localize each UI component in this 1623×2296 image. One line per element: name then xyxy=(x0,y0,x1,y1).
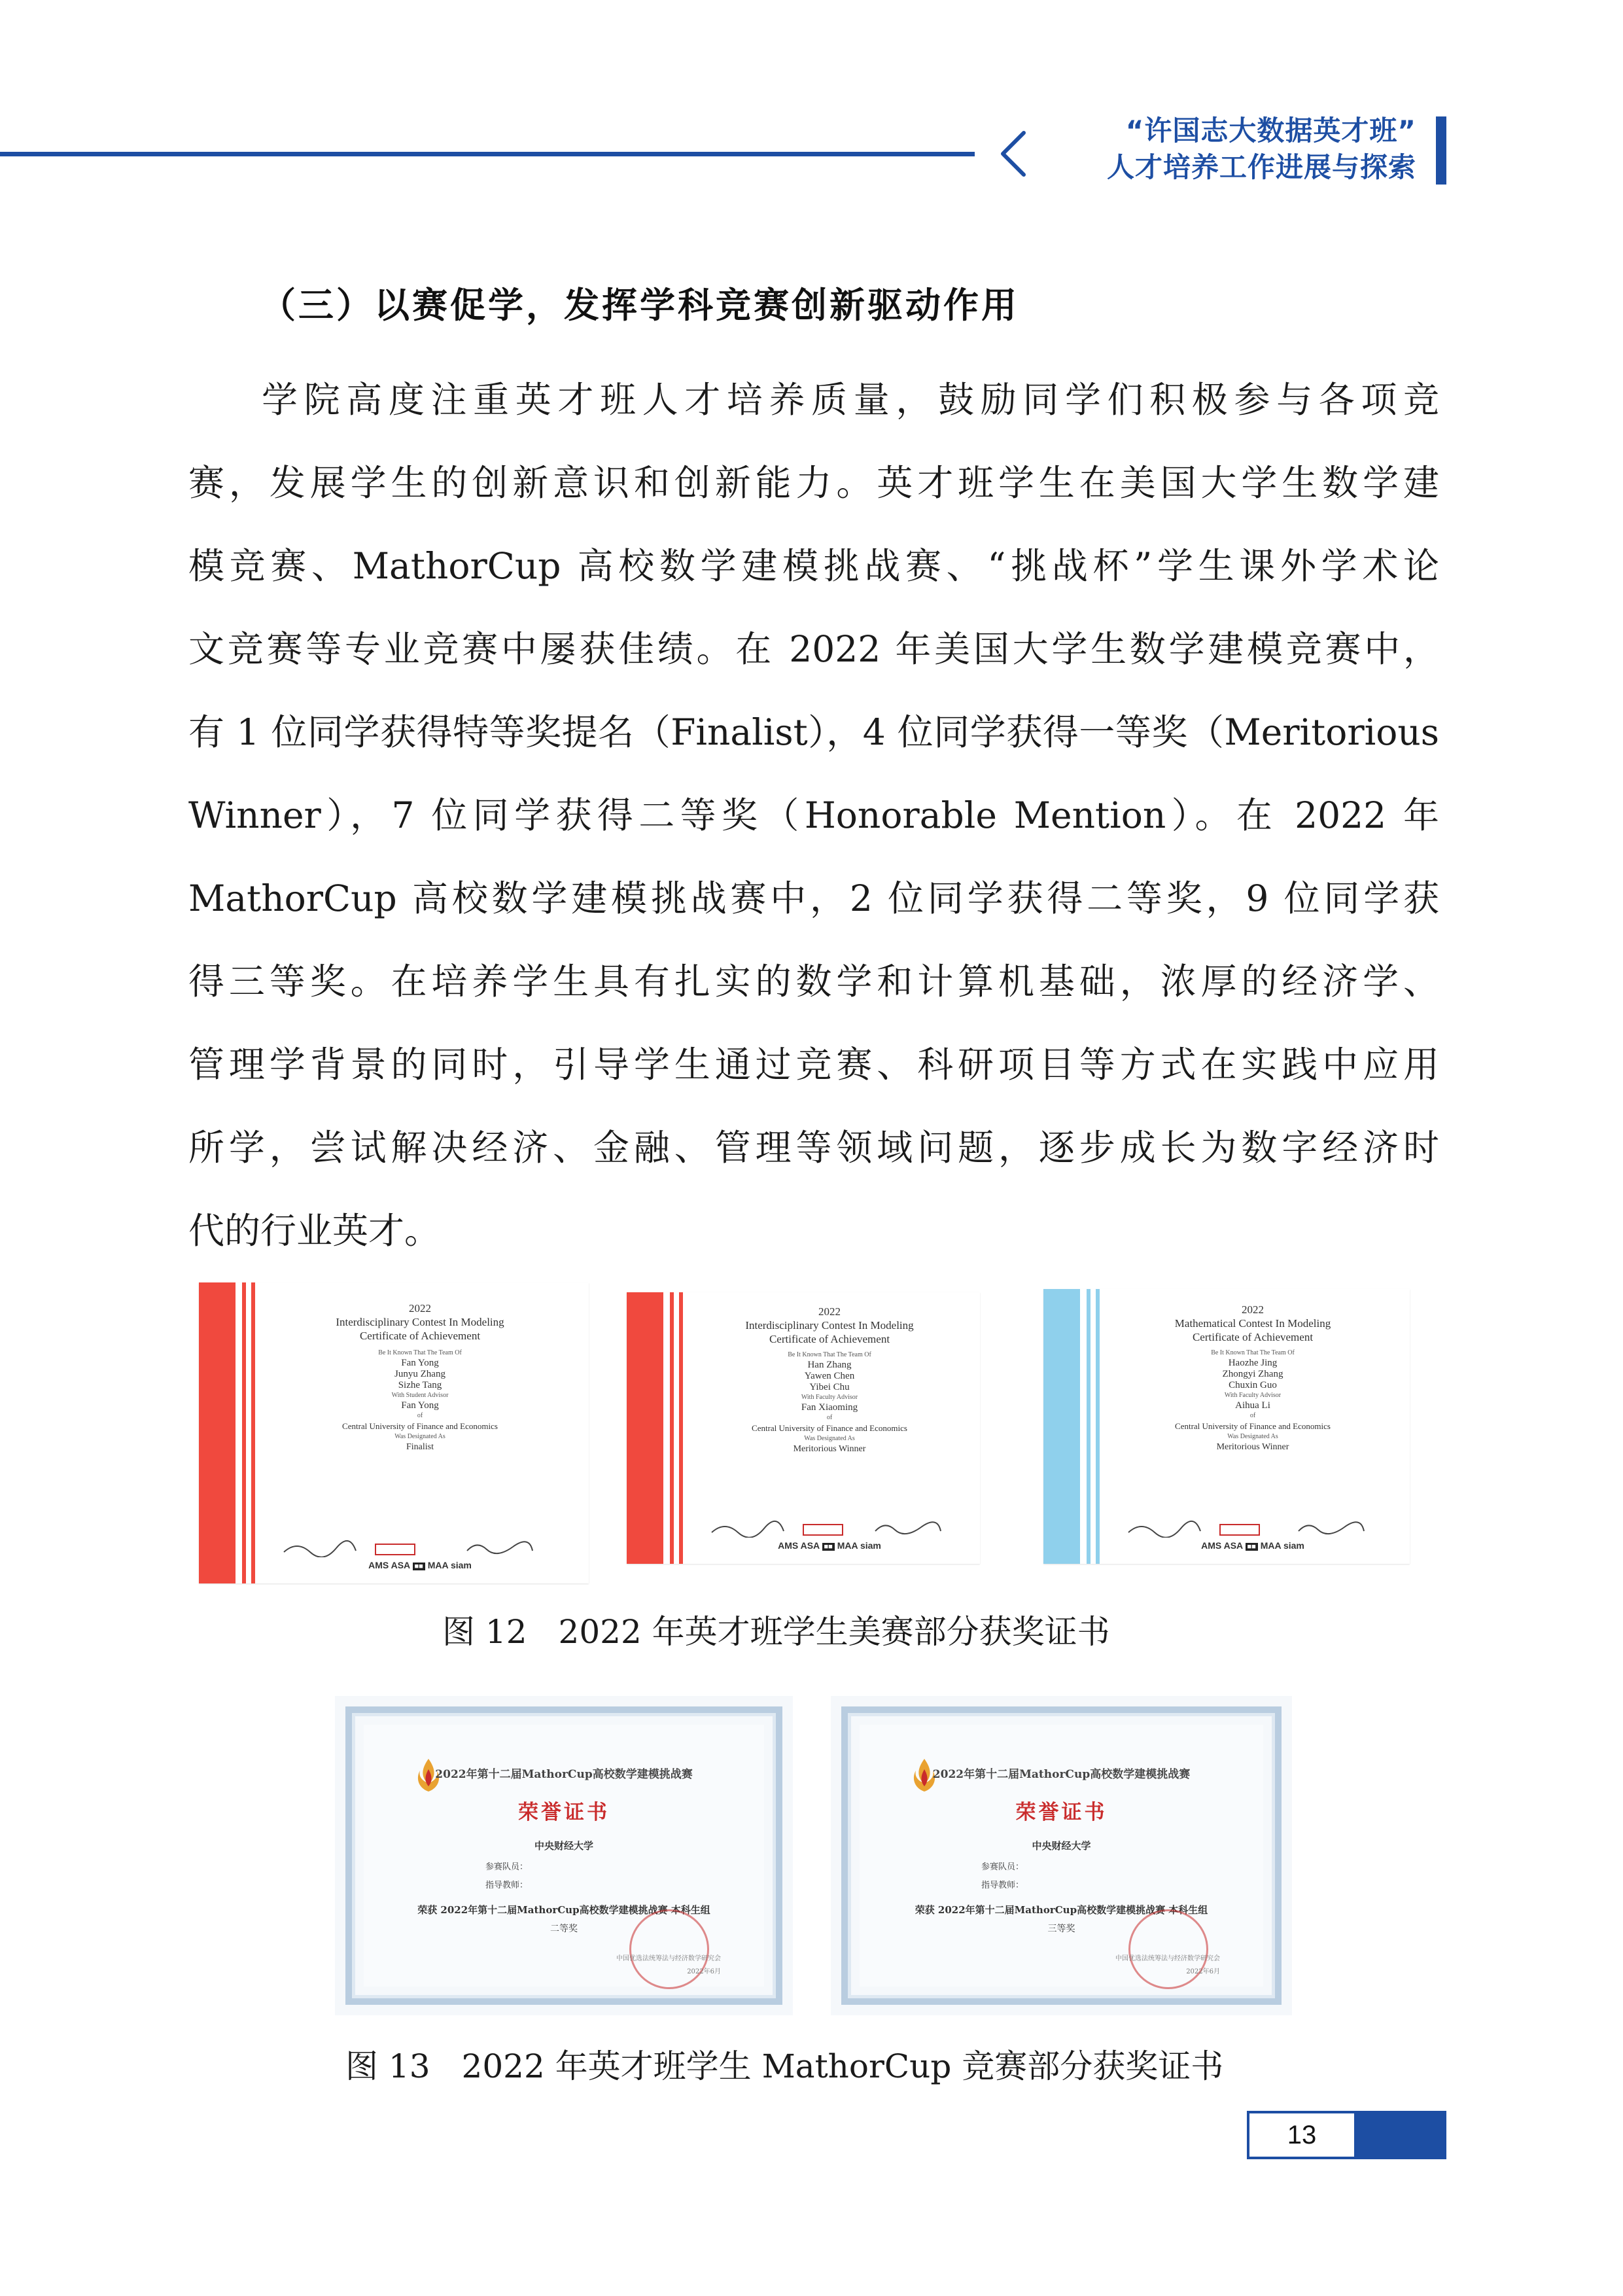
cert-member: Yibei Chu xyxy=(809,1382,850,1392)
cert-university: Central University of Finance and Economics xyxy=(1175,1421,1331,1431)
stripe xyxy=(670,1292,674,1564)
cert-year: 2022 xyxy=(1242,1303,1264,1316)
certificate-finalist xyxy=(199,1282,589,1583)
certificate-stripes xyxy=(1043,1289,1106,1564)
paragraph-line: 代的行业英才。 xyxy=(188,1210,441,1252)
paragraph-line: 学院高度注重英才班人才培养质量，鼓励同学们积极参与各项竞 xyxy=(262,379,1439,421)
red-seal xyxy=(1128,1909,1208,1989)
honor-members: 参赛队员： xyxy=(485,1862,529,1872)
paragraph-line: 有 1 位同学获得特等奖提名（Finalist），4 位同学获得一等奖（Meritorious xyxy=(188,711,1439,753)
sponsor-text-2: MAA siam xyxy=(1260,1540,1304,1551)
paragraph-line: Winner），7 位同学获得二等奖（Honorable Mention）。在 2022 年 xyxy=(188,794,1439,836)
signatures xyxy=(277,1538,565,1557)
certificate-meritorious-2 xyxy=(1043,1289,1410,1564)
stripe xyxy=(1096,1289,1100,1564)
page-number-accent xyxy=(1357,2111,1446,2159)
caption-text: 2022 年英才班学生 MathorCup 竞赛部分获奖证书 xyxy=(461,2047,1224,2085)
cert-title: Certificate of Achievement xyxy=(1192,1331,1314,1343)
paragraph-line: 赛，发展学生的创新意识和创新能力。英才班学生在美国大学生数学建 xyxy=(188,462,1439,504)
cert-year: 2022 xyxy=(818,1305,841,1318)
header-accent-bar xyxy=(1436,116,1446,185)
signatures xyxy=(1122,1518,1390,1538)
certificate-stripes xyxy=(199,1282,262,1583)
header-rule xyxy=(0,152,975,156)
sponsor-text-2: MAA siam xyxy=(427,1560,472,1570)
running-header xyxy=(1050,113,1416,186)
honor-title: 2022年第十二届MathorCup高校数学建模挑战赛 xyxy=(435,1768,693,1781)
certificate-text xyxy=(692,1305,967,1455)
paragraph-line: 模竞赛、MathorCup 高校数学建模挑战赛、“挑战杯”学生课外学术论 xyxy=(188,545,1439,587)
cert-contest: Interdisciplinary Contest In Modeling xyxy=(336,1316,504,1328)
certificate-text xyxy=(264,1302,576,1453)
stripe xyxy=(199,1282,236,1583)
paragraph-line: 所学，尝试解决经济、金融、管理等领域问题，逐步成长为数字经济时 xyxy=(188,1127,1439,1169)
sponsor-text-2: MAA siam xyxy=(837,1540,881,1551)
honor-advisor: 指导教师： xyxy=(981,1881,1024,1890)
cert-member: Haozhe Jing xyxy=(1228,1358,1278,1368)
honor-organizer: 中国优选法统筹法与经济数学研究会 xyxy=(1115,1955,1220,1962)
sponsor-logos xyxy=(699,1540,960,1555)
cert-member: Zhongyi Zhang xyxy=(1222,1369,1283,1379)
paragraph-line: 管理学背景的同时，引导学生通过竞赛、科研项目等方式在实践中应用 xyxy=(188,1044,1439,1086)
stripe xyxy=(679,1292,683,1564)
cert-year: 2022 xyxy=(409,1302,431,1315)
honor-date: 2022年6月 xyxy=(687,1968,721,1975)
honor-rank: 三等奖 xyxy=(1047,1924,1075,1934)
stripe xyxy=(1043,1289,1080,1564)
cert-contest: Mathematical Contest In Modeling xyxy=(1174,1317,1331,1330)
honor-date: 2022年6月 xyxy=(1186,1968,1220,1975)
honor-organizer: 中国优选法统筹法与经济数学研究会 xyxy=(616,1955,721,1962)
cert-university: Central University of Finance and Economics xyxy=(752,1423,907,1433)
sponsor-badge: ■■ xyxy=(413,1563,425,1570)
cert-result: Finalist xyxy=(406,1442,434,1452)
paragraph-line: MathorCup 高校数学建模挑战赛中，2 位同学获得二等奖，9 位同学获 xyxy=(188,877,1439,919)
honor-advisor: 指导教师： xyxy=(485,1881,529,1890)
body-paragraph xyxy=(188,359,1439,1273)
honor-rank: 二等奖 xyxy=(550,1924,578,1934)
cert-result: Meritorious Winner xyxy=(793,1444,866,1454)
cert-advisor-label: With Student Advisor xyxy=(391,1392,449,1399)
cert-contest: Interdisciplinary Contest In Modeling xyxy=(745,1319,914,1332)
cert-member: Fan Yong xyxy=(401,1358,439,1368)
certificate-stripes xyxy=(627,1292,689,1564)
sponsor-badge: ■■ xyxy=(1246,1543,1258,1551)
cert-title: Certificate of Achievement xyxy=(769,1333,890,1345)
cert-advisor: Aihua Li xyxy=(1235,1400,1270,1411)
cert-of: of xyxy=(417,1412,423,1419)
honor-award: 荣获 2022年第十二届MathorCup高校数学建模挑战赛 本科生组 xyxy=(417,1904,710,1916)
cert-of: of xyxy=(1249,1412,1256,1419)
section-heading: （三）以赛促学，发挥学科竞赛创新驱动作用 xyxy=(260,285,1019,326)
honor-certificate-second-prize xyxy=(335,1696,793,2015)
honor-award: 荣获 2022年第十二届MathorCup高校数学建模挑战赛 本科生组 xyxy=(915,1904,1208,1916)
cert-designated: Was Designated As xyxy=(1227,1433,1278,1440)
running-header-line2: 人才培养工作进展与探索 xyxy=(1106,151,1416,183)
honor-members: 参赛队员： xyxy=(981,1862,1024,1872)
stripe xyxy=(242,1282,246,1583)
honor-title: 2022年第十二届MathorCup高校数学建模挑战赛 xyxy=(932,1768,1191,1781)
honor-certificate-third-prize xyxy=(831,1696,1292,2015)
page-number: 13 xyxy=(1247,2111,1357,2159)
sponsor-logos xyxy=(1115,1540,1390,1555)
sponsor-text: AMS ASA xyxy=(368,1560,410,1570)
cert-advisor: Fan Xiaoming xyxy=(801,1402,858,1413)
cert-of: of xyxy=(826,1414,833,1421)
caption-text: 2022 年英才班学生美赛部分获奖证书 xyxy=(558,1613,1110,1651)
caption-number: 图 12 xyxy=(442,1613,527,1651)
signatures xyxy=(705,1518,967,1538)
cert-known: Be It Known That The Team Of xyxy=(788,1351,871,1358)
honor-school: 中央财经大学 xyxy=(534,1840,593,1852)
cert-advisor-label: With Faculty Advisor xyxy=(1224,1392,1282,1399)
certificate-text xyxy=(1109,1303,1397,1453)
cert-member: Chuxin Guo xyxy=(1229,1380,1277,1390)
cert-title: Certificate of Achievement xyxy=(359,1330,481,1342)
figure13-caption xyxy=(345,2047,1223,2086)
certificate-meritorious-1 xyxy=(627,1292,980,1564)
cert-designated: Was Designated As xyxy=(804,1435,855,1442)
cert-result: Meritorious Winner xyxy=(1216,1442,1289,1452)
cert-known: Be It Known That The Team Of xyxy=(1211,1349,1295,1356)
cert-designated: Was Designated As xyxy=(394,1433,445,1440)
stripe xyxy=(1087,1289,1091,1564)
paragraph-line: 得三等奖。在培养学生具有扎实的数学和计算机基础，浓厚的经济学、 xyxy=(188,961,1439,1002)
sponsor-badge: ■■ xyxy=(822,1543,835,1551)
cert-member: Sizhe Tang xyxy=(398,1380,442,1390)
honor-heading: 荣誉证书 xyxy=(1015,1801,1108,1824)
cert-advisor: Fan Yong xyxy=(401,1400,439,1411)
cert-member: Junyu Zhang xyxy=(394,1369,445,1379)
cert-known: Be It Known That The Team Of xyxy=(378,1349,462,1356)
caption-number: 图 13 xyxy=(345,2047,430,2085)
cert-member: Han Zhang xyxy=(807,1360,852,1370)
honor-heading: 荣誉证书 xyxy=(518,1801,610,1824)
chevron-left-icon xyxy=(991,128,1043,180)
cert-university: Central University of Finance and Economics xyxy=(342,1421,498,1431)
red-seal xyxy=(629,1909,709,1989)
sponsor-text: AMS ASA xyxy=(778,1540,820,1551)
figure12-caption xyxy=(442,1612,1110,1651)
honor-school: 中央财经大学 xyxy=(1032,1840,1091,1852)
paragraph-line: 文竞赛等专业竞赛中屡获佳绩。在 2022 年美国大学生数学建模竞赛中， xyxy=(188,628,1439,670)
running-header-line1: “许国志大数据英才班” xyxy=(1125,115,1416,147)
cert-member: Yawen Chen xyxy=(804,1371,855,1381)
stripe xyxy=(627,1292,663,1564)
sponsor-logos xyxy=(271,1560,569,1574)
sponsor-text: AMS ASA xyxy=(1201,1540,1243,1551)
cert-advisor-label: With Faculty Advisor xyxy=(801,1394,858,1401)
stripe xyxy=(251,1282,255,1583)
